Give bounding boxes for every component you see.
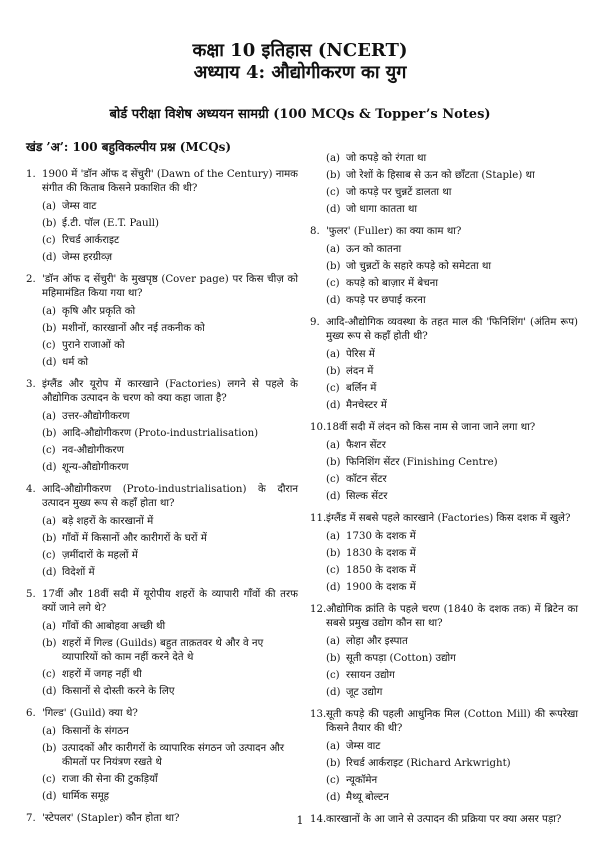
question-number: 5. [26,589,36,600]
option-text: फिनिशिंग सेंटर (Finishing Centre) [346,457,498,468]
question-text: इंग्लैंड में सबसे पहले कारखाने (Factories) किस दशक में खुले? [326,513,571,524]
answer-option [326,791,578,805]
option-text: 1730 के दशक में [346,531,416,542]
option-label: (a) [326,741,341,752]
question-text: सूती कपड़े की पहली आधुनिक मिल (Cotton Mill) की रूपरेखा किसने तैयार की थी? [326,709,578,734]
option-text: जेम्स वाट [62,201,97,212]
option-text: धर्म को [62,357,89,368]
question-number: 3. [26,379,36,390]
option-text: कपड़े को बाज़ार में बेचना [346,278,438,289]
document-title-line2: अध्याय 4: औद्योगीकरण का युग [193,62,407,83]
option-label: (d) [326,491,341,502]
document-subtitle: बोर्ड परीक्षा विशेष अध्ययन सामग्री (100 MCQs & Topper’s Notes) [109,107,491,122]
answer-option [42,322,298,336]
answer-option [42,217,298,231]
answer-option [326,757,578,771]
answer-option [326,547,578,561]
answer-option [326,581,578,595]
option-label: (d) [42,252,57,263]
question-number: 6. [26,708,36,719]
option-text: 1900 के दशक में [346,582,416,593]
answer-option [326,260,578,274]
answer-option [42,668,298,682]
question-text: इंग्लैंड और यूरोप में कारखाने (Factories) लगने से पहले के औद्योगिक उत्पादन के चरण को क्या कहा जाता है? [42,379,298,404]
answer-option [42,620,298,634]
option-text: लोहा और इस्पात [346,636,408,647]
answer-option [326,740,578,754]
answer-option [326,686,578,700]
answer-option [326,774,578,788]
option-text: जो कपड़े पर चुन्नटें डालता था [346,187,452,198]
option-label: (b) [326,261,341,272]
question-number: 13. [310,709,327,720]
answer-option [326,348,578,362]
option-text: आदि-औद्योगीकरण (Proto-industrialisation) [62,428,259,439]
answer-option [42,515,298,529]
option-label: (b) [42,218,57,229]
answer-option [326,456,578,470]
option-text: 1830 के दशक में [346,548,416,559]
answer-option [326,490,578,504]
option-text: पुराने राजाओं को [62,340,125,351]
option-label: (d) [42,686,57,697]
question-number: 7. [26,813,36,824]
option-label: (a) [326,531,341,542]
option-list [42,200,298,265]
option-label: (d) [326,204,341,215]
answer-option [326,439,578,453]
option-text: कृषि और प्रकृति को [62,306,136,317]
question-text: औद्योगिक क्रांति के पहले चरण (1840 के दशक तक) में ब्रिटेन का सबसे प्रमुख उद्योग कौन सा था? [326,604,578,629]
option-text: जो चुन्नटों के सहारे कपड़े को समेटता था [346,261,492,272]
option-label: (b) [326,457,341,468]
question [310,512,578,526]
option-text: शून्य-औद्योगीकरण [62,462,129,473]
option-label: (c) [42,235,56,246]
option-list [326,439,578,504]
option-list [42,305,298,370]
option-label: (b) [42,638,57,649]
answer-option [326,169,578,183]
question [26,588,298,616]
option-text: जूट उद्योग [346,687,383,698]
option-text: रिचर्ड आर्कराइट [62,235,120,246]
question-number: 12. [310,604,327,615]
option-label: (c) [326,278,340,289]
option-label: (b) [42,533,57,544]
option-text: मैनचेस्टर में [346,400,387,411]
option-text: किसानों से दोस्ती करने के लिए [62,686,175,697]
question [310,708,578,736]
answer-option [326,635,578,649]
option-label: (a) [42,201,57,212]
option-text: न्यूकॉमेन [346,775,378,786]
option-text: सूती कपड़ा (Cotton) उद्योग [346,653,456,664]
option-label: (c) [42,340,56,351]
question [310,603,578,631]
option-text: जेम्स हरग्रीव्ज़ [62,252,113,263]
question [26,378,298,406]
option-label: (c) [42,445,56,456]
option-label: (c) [326,187,340,198]
answer-option [326,669,578,683]
answer-option [42,461,298,475]
answer-option [42,444,298,458]
question-number: 8. [310,226,320,237]
left-column [26,140,298,830]
option-label: (b) [42,743,57,754]
option-text: ज़मींदारों के महलों में [62,550,138,561]
question [310,316,578,344]
answer-option [42,532,298,546]
question [26,273,298,301]
option-text: बड़े शहरों के कारखानों में [62,516,154,527]
option-text: ऊन को कातना [346,244,402,255]
option-label: (c) [42,774,56,785]
option-text: किसानों के संगठन [62,726,129,737]
answer-option [42,305,298,319]
answer-option [42,790,298,804]
question-text: आदि-औद्योगीकरण (Proto-industrialisation) के दौरान उत्पादन मुख्य रूप से कहाँ होता था? [42,484,298,509]
question [26,483,298,511]
answer-option [326,365,578,379]
option-list [326,740,578,805]
option-list [326,348,578,413]
answer-option [42,742,298,770]
option-label: (d) [326,400,341,411]
question-number: 2. [26,274,36,285]
option-list [326,152,578,217]
answer-option [326,399,578,413]
answer-option [42,356,298,370]
answer-option [42,566,298,580]
option-text: सिल्क सेंटर [346,491,388,502]
option-label: (b) [42,428,57,439]
option-text: ई.टी. पॉल (E.T. Paull) [62,218,160,229]
option-text: 1850 के दशक में [346,565,416,576]
option-label: (d) [326,687,341,698]
page-number: 1 [296,814,304,827]
answer-option [326,382,578,396]
option-label: (c) [42,550,56,561]
option-list [326,530,578,595]
option-label: (a) [42,306,57,317]
option-text: विदेशों में [62,567,95,578]
question-text: 1900 में 'डॉन ऑफ द सेंचुरी' (Dawn of the Century) नामक संगीत की किताब किसने प्रकाशित की थी? [42,169,298,194]
question-text: आदि-औद्योगिक व्यवस्था के तहत माल की 'फिनिशिंग' (अंतिम रूप) मुख्य रूप से कहाँ होती थी? [326,317,578,342]
answer-option [42,410,298,424]
option-text: जो धागा कातता था [346,204,418,215]
option-label: (a) [326,349,341,360]
question-text: 'स्टेपलर' (Stapler) कौन होता था? [42,813,180,824]
option-text: रिचर्ड आर्कराइट (Richard Arkwright) [346,758,511,769]
question-number: 1. [26,169,36,180]
option-label: (a) [326,244,341,255]
option-text: शहरों में जगह नहीं थी [62,669,142,680]
answer-option [42,200,298,214]
document-title-line1: कक्षा 10 इतिहास (NCERT) [192,40,408,61]
option-label: (c) [326,565,340,576]
answer-option [326,652,578,666]
option-text: बर्लिन में [346,383,377,394]
option-label: (b) [326,548,341,559]
option-list [42,515,298,580]
option-label: (d) [326,582,341,593]
option-label: (a) [326,440,341,451]
answer-option [42,234,298,248]
option-text: नव-औद्योगीकरण [62,445,124,456]
option-label: (d) [326,792,341,803]
option-text: मैथ्यू बोल्टन [346,792,389,803]
option-text: जेम्स वाट [346,741,381,752]
option-label: (d) [42,357,57,368]
option-text: जो कपड़े को रंगता था [346,153,427,164]
answer-option [326,277,578,291]
option-label: (c) [326,383,340,394]
option-text: फैशन सेंटर [346,440,386,451]
option-list [42,410,298,475]
question [310,225,578,239]
option-list [42,725,298,804]
answer-option [42,549,298,563]
right-column [310,148,578,831]
section-title: खंड ’अ’: 100 बहुविकल्पीय प्रश्न (MCQs) [26,140,232,154]
option-text: कपड़े पर छपाई करना [346,295,426,306]
option-text: रसायन उद्योग [346,670,395,681]
option-text: मशीनों, कारखानों और नई तकनीक को [62,323,205,334]
answer-option [326,294,578,308]
question-text: 17वीं और 18वीं सदी में यूरोपीय शहरों के व्यापारी गाँवों की तरफ क्यों जाने लगे थे? [42,589,298,614]
left-question-list [26,168,298,826]
option-label: (d) [42,462,57,473]
question-number: 4. [26,484,36,495]
answer-option [42,251,298,265]
option-label: (b) [326,758,341,769]
option-label: (d) [42,567,57,578]
question [26,707,298,721]
option-text: धार्मिक समूह [62,791,110,802]
right-question-list [310,152,578,827]
option-label: (d) [42,791,57,802]
option-label: (b) [326,366,341,377]
question-text: कारखानों के आ जाने से उत्पादन की प्रक्रिया पर क्या असर पड़ा? [326,814,562,825]
option-label: (c) [42,669,56,680]
answer-option [326,473,578,487]
option-label: (a) [42,621,57,632]
option-text: लंदन में [346,366,374,377]
option-list [326,243,578,308]
option-text: गाँवों में किसानों और कारीगरों के घरों में [62,533,207,544]
option-text: कॉटन सेंटर [346,474,387,485]
option-text: शहरों में गिल्ड (Guilds) बहुत ताक़तवर थे और वे नए व्यापारियों को काम नहीं करने देते थे [62,638,264,663]
option-label: (b) [326,170,341,181]
option-list [326,635,578,700]
option-label: (a) [42,726,57,737]
option-label: (a) [326,636,341,647]
answer-option [326,186,578,200]
answer-option [42,339,298,353]
question-text: 18वीं सदी में लंदन को किस नाम से जाना जाने लगा था? [326,422,536,433]
option-label: (c) [326,670,340,681]
question [310,421,578,435]
option-label: (b) [326,653,341,664]
question-number: 9. [310,317,320,328]
answer-option [42,725,298,739]
option-text: उत्तर-औद्योगीकरण [62,411,130,422]
option-text: जो रेशों के हिसाब से ऊन को छाँटता (Staple) था [346,170,535,181]
option-label: (b) [42,323,57,334]
option-list [42,620,298,699]
answer-option [326,152,578,166]
option-label: (c) [326,775,340,786]
option-text: पेरिस में [346,349,375,360]
question-text: 'गिल्ड' (Guild) क्या थे? [42,708,138,719]
answer-option [326,530,578,544]
option-label: (a) [42,516,57,527]
option-label: (a) [42,411,57,422]
answer-option [42,773,298,787]
answer-option [326,564,578,578]
option-text: गाँवों की आबोहवा अच्छी थी [62,621,166,632]
answer-option [42,685,298,699]
question [26,168,298,196]
answer-option [326,243,578,257]
question-number: 14. [310,814,327,825]
option-label: (c) [326,474,340,485]
answer-option [326,203,578,217]
answer-option [42,427,298,441]
question-number: 11. [310,513,327,524]
option-label: (a) [326,153,341,164]
option-text: राजा की सेना की टुकड़ियाँ [62,774,158,785]
option-text: उत्पादकों और कारीगरों के व्यापारिक संगठन जो उत्पादन और कीमतों पर नियंत्रण रखते थे [62,743,285,768]
option-label: (d) [326,295,341,306]
question-number: 10. [310,422,327,433]
question-text: 'फुलर' (Fuller) का क्या काम था? [326,226,462,237]
answer-option [42,637,298,665]
question-text: 'डॉन ऑफ द सेंचुरी' के मुखपृष्ठ (Cover page) पर किस चीज़ को महिमामंडित किया गया था? [42,274,298,299]
